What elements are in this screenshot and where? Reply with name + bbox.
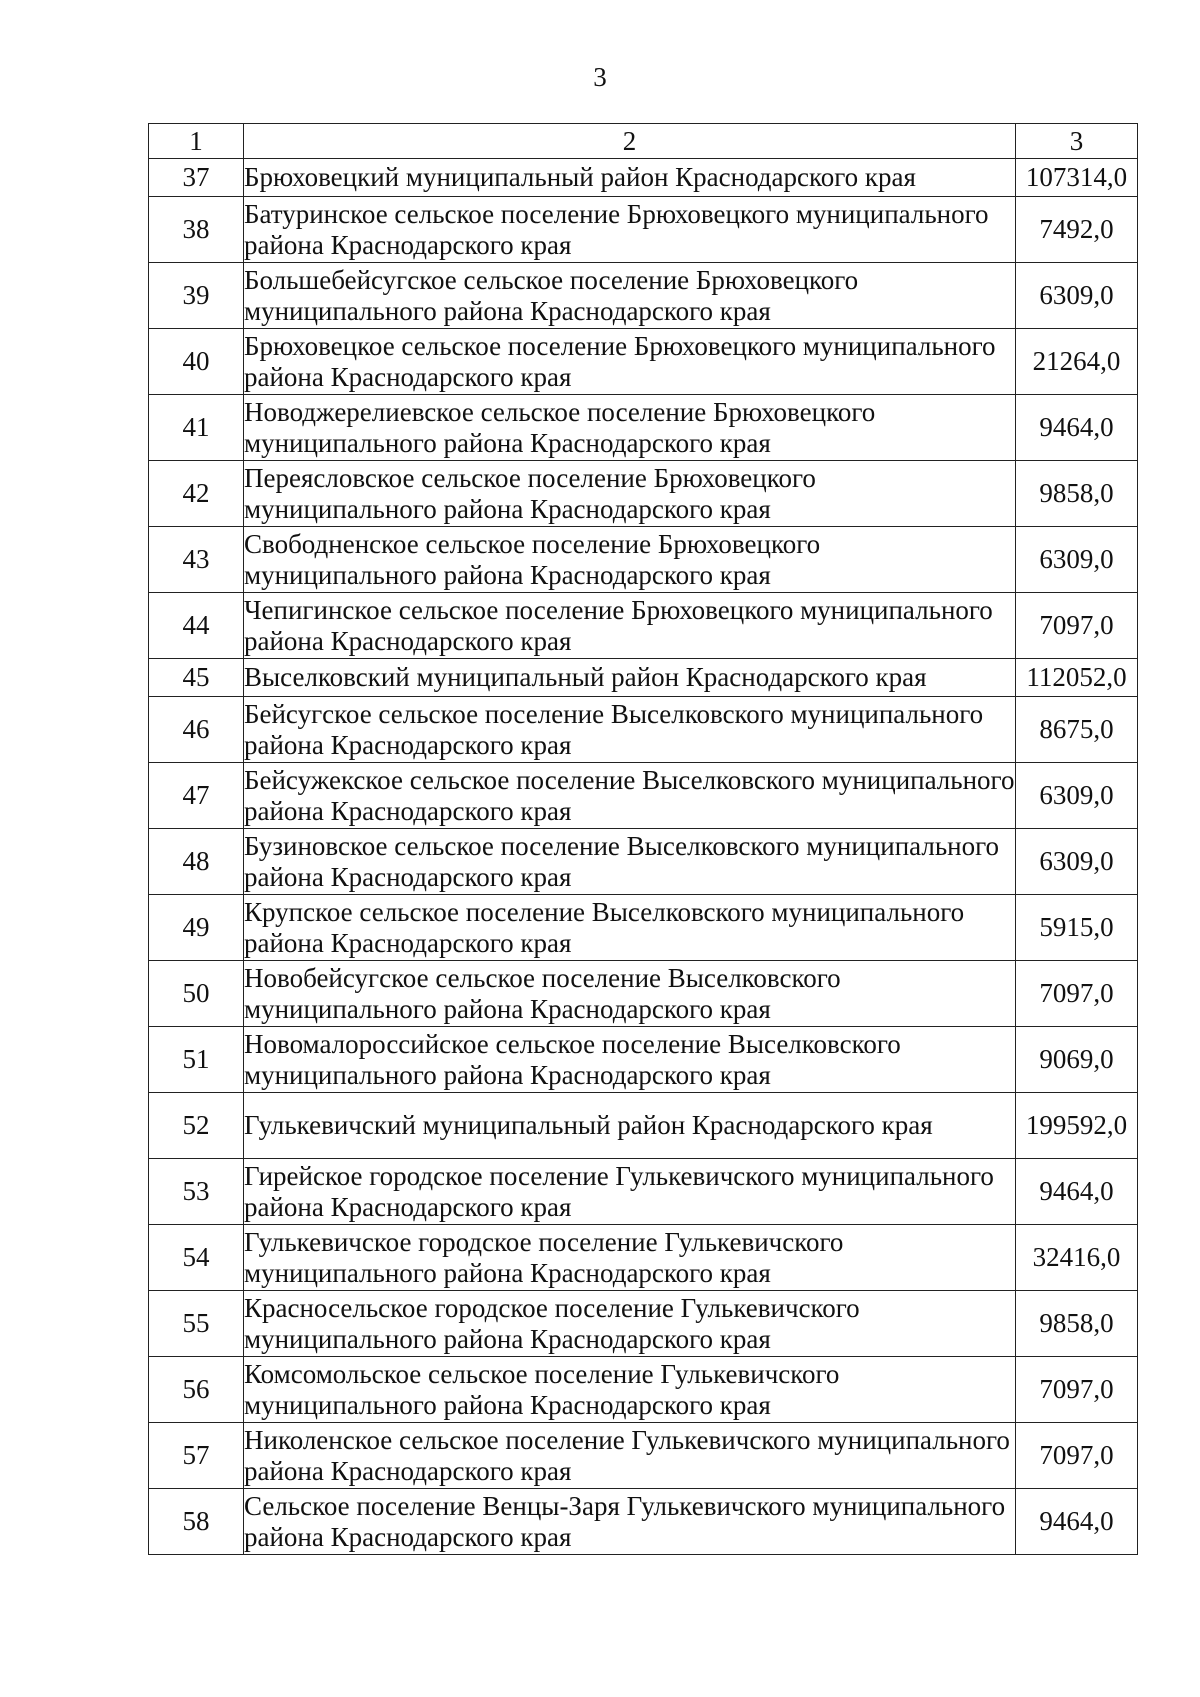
table-row bbox=[149, 593, 1138, 659]
row-name: Брюховецкое сельское поселение Брюховецкого муниципального района Краснодарского края bbox=[244, 329, 1016, 395]
row-name: Крупское сельское поселение Выселковского муниципального района Краснодарского края bbox=[244, 895, 1016, 961]
table-row bbox=[149, 1225, 1138, 1291]
row-number: 57 bbox=[149, 1423, 244, 1489]
row-number: 58 bbox=[149, 1489, 244, 1555]
row-name: Бузиновское сельское поселение Выселковского муниципального района Краснодарского края bbox=[244, 829, 1016, 895]
row-number: 43 bbox=[149, 527, 244, 593]
row-amount: 6309,0 bbox=[1016, 263, 1138, 329]
row-number: 49 bbox=[149, 895, 244, 961]
row-name: Переясловское сельское поселение Брюховецкого муниципального района Краснодарского края bbox=[244, 461, 1016, 527]
column-header: 1 bbox=[149, 124, 244, 159]
table-row bbox=[149, 1423, 1138, 1489]
row-name: Бейсугское сельское поселение Выселковского муниципального района Краснодарского края bbox=[244, 697, 1016, 763]
row-amount: 5915,0 bbox=[1016, 895, 1138, 961]
row-number: 41 bbox=[149, 395, 244, 461]
table-row bbox=[149, 159, 1138, 197]
row-number: 50 bbox=[149, 961, 244, 1027]
row-amount: 9069,0 bbox=[1016, 1027, 1138, 1093]
row-number: 47 bbox=[149, 763, 244, 829]
column-header: 2 bbox=[244, 124, 1016, 159]
row-amount: 199592,0 bbox=[1016, 1093, 1138, 1159]
row-amount: 6309,0 bbox=[1016, 763, 1138, 829]
row-name: Чепигинское сельское поселение Брюховецкого муниципального района Краснодарского края bbox=[244, 593, 1016, 659]
row-amount: 9464,0 bbox=[1016, 1489, 1138, 1555]
page-number: 3 bbox=[593, 62, 607, 92]
row-amount: 7097,0 bbox=[1016, 1423, 1138, 1489]
table-row bbox=[149, 961, 1138, 1027]
row-amount: 107314,0 bbox=[1016, 159, 1138, 197]
row-name: Бейсужекское сельское поселение Выселковского муниципального района Краснодарского края bbox=[244, 763, 1016, 829]
row-name: Николенское сельское поселение Гулькевичского муниципального района Краснодарского края bbox=[244, 1423, 1016, 1489]
row-amount: 7097,0 bbox=[1016, 961, 1138, 1027]
table-row bbox=[149, 329, 1138, 395]
row-amount: 8675,0 bbox=[1016, 697, 1138, 763]
row-name: Гулькевичский муниципальный район Краснодарского края bbox=[244, 1093, 1016, 1159]
row-name: Гирейское городское поселение Гулькевичского муниципального района Краснодарского края bbox=[244, 1159, 1016, 1225]
header-row bbox=[149, 124, 1138, 159]
table-row bbox=[149, 1489, 1138, 1555]
table-row bbox=[149, 527, 1138, 593]
row-amount: 32416,0 bbox=[1016, 1225, 1138, 1291]
row-number: 38 bbox=[149, 197, 244, 263]
row-number: 37 bbox=[149, 159, 244, 197]
row-amount: 7492,0 bbox=[1016, 197, 1138, 263]
row-number: 51 bbox=[149, 1027, 244, 1093]
row-name: Сельское поселение Венцы-Заря Гулькевичского муниципального района Краснодарского края bbox=[244, 1489, 1016, 1555]
table-row bbox=[149, 763, 1138, 829]
row-amount: 112052,0 bbox=[1016, 659, 1138, 697]
row-name: Выселковский муниципальный район Краснодарского края bbox=[244, 659, 1016, 697]
row-number: 53 bbox=[149, 1159, 244, 1225]
row-amount: 9858,0 bbox=[1016, 461, 1138, 527]
table-row bbox=[149, 1027, 1138, 1093]
row-amount: 7097,0 bbox=[1016, 593, 1138, 659]
row-number: 54 bbox=[149, 1225, 244, 1291]
row-number: 42 bbox=[149, 461, 244, 527]
row-name: Большебейсугское сельское поселение Брюховецкого муниципального района Краснодарского края bbox=[244, 263, 1016, 329]
table-row bbox=[149, 1159, 1138, 1225]
table-row bbox=[149, 697, 1138, 763]
row-name: Комсомольское сельское поселение Гулькевичского муниципального района Краснодарского края bbox=[244, 1357, 1016, 1423]
row-number: 55 bbox=[149, 1291, 244, 1357]
row-amount: 6309,0 bbox=[1016, 527, 1138, 593]
row-number: 46 bbox=[149, 697, 244, 763]
row-amount: 9464,0 bbox=[1016, 1159, 1138, 1225]
row-number: 52 bbox=[149, 1093, 244, 1159]
table-row bbox=[149, 1357, 1138, 1423]
row-number: 56 bbox=[149, 1357, 244, 1423]
row-amount: 9858,0 bbox=[1016, 1291, 1138, 1357]
row-name: Новобейсугское сельское поселение Выселковского муниципального района Краснодарского края bbox=[244, 961, 1016, 1027]
row-name: Новоджерелиевское сельское поселение Брюховецкого муниципального района Краснодарского края bbox=[244, 395, 1016, 461]
table-row bbox=[149, 395, 1138, 461]
row-number: 39 bbox=[149, 263, 244, 329]
row-name: Брюховецкий муниципальный район Краснодарского края bbox=[244, 159, 1016, 197]
table-row bbox=[149, 1291, 1138, 1357]
row-number: 48 bbox=[149, 829, 244, 895]
column-header: 3 bbox=[1016, 124, 1138, 159]
table-row bbox=[149, 895, 1138, 961]
row-amount: 7097,0 bbox=[1016, 1357, 1138, 1423]
row-number: 44 bbox=[149, 593, 244, 659]
allocation-table bbox=[148, 123, 1138, 1555]
row-amount: 6309,0 bbox=[1016, 829, 1138, 895]
table-row bbox=[149, 829, 1138, 895]
row-number: 45 bbox=[149, 659, 244, 697]
row-name: Новомалороссийское сельское поселение Выселковского муниципального района Краснодарского края bbox=[244, 1027, 1016, 1093]
table-row bbox=[149, 263, 1138, 329]
table-row bbox=[149, 1093, 1138, 1159]
row-name: Батуринское сельское поселение Брюховецкого муниципального района Краснодарского края bbox=[244, 197, 1016, 263]
table-row bbox=[149, 197, 1138, 263]
table-row bbox=[149, 659, 1138, 697]
row-amount: 21264,0 bbox=[1016, 329, 1138, 395]
row-number: 40 bbox=[149, 329, 244, 395]
table-row bbox=[149, 461, 1138, 527]
row-amount: 9464,0 bbox=[1016, 395, 1138, 461]
row-name: Красносельское городское поселение Гулькевичского муниципального района Краснодарского края bbox=[244, 1291, 1016, 1357]
row-name: Гулькевичское городское поселение Гулькевичского муниципального района Краснодарского края bbox=[244, 1225, 1016, 1291]
row-name: Свободненское сельское поселение Брюховецкого муниципального района Краснодарского края bbox=[244, 527, 1016, 593]
